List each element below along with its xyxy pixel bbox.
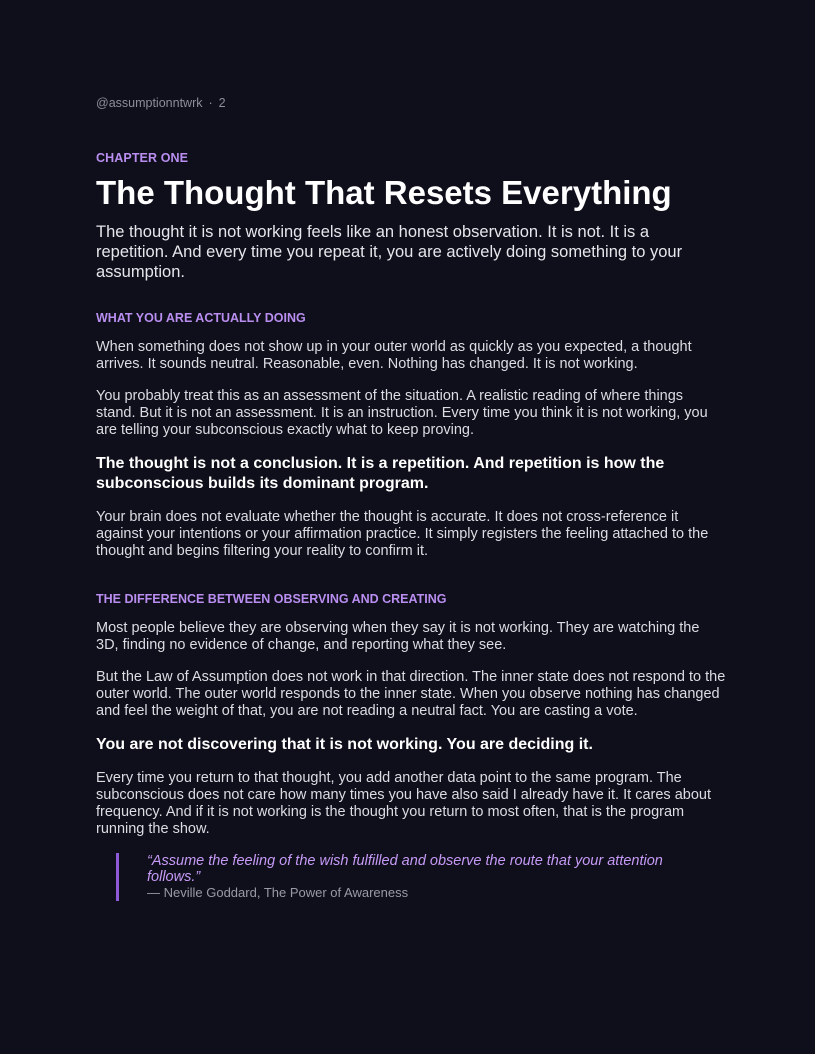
quote-text: “Assume the feeling of the wish fulfilled and observe the route that your attention follows.” bbox=[147, 853, 663, 885]
emphasis-statement: You are not discovering that it is not working. You are deciding it. bbox=[96, 736, 593, 753]
page-header bbox=[96, 96, 226, 110]
section-heading-observing-creating: THE DIFFERENCE BETWEEN OBSERVING AND CREATING bbox=[96, 592, 447, 606]
blockquote bbox=[116, 853, 726, 901]
paragraph: Every time you return to that thought, you add another data point to the same program. The subconscious does not care how many times you have also said I already have it. It cares about frequency. And if it is not working is the thought you return to most often, that is the program running the show. bbox=[96, 770, 711, 837]
paragraph: Most people believe they are observing when they say it is not working. They are watching the 3D, finding no evidence of change, and reporting what they see. bbox=[96, 620, 700, 653]
paragraph: Your brain does not evaluate whether the thought is accurate. It does not cross-reference it against your intentions or your affirmation practice. It simply registers the feeling attached to the thought and begins filtering your reality to confirm it. bbox=[96, 509, 709, 559]
paragraph: You probably treat this as an assessment of the situation. A realistic reading of where things stand. But it is not an assessment. It is an instruction. Every time you think it is not working, you are telling your subconscious exactly what to keep proving. bbox=[96, 388, 708, 438]
emphasis-statement: The thought is not a conclusion. It is a repetition. And repetition is how the subconscious builds its dominant program. bbox=[96, 455, 665, 492]
quote-attribution: — Neville Goddard, The Power of Awareness bbox=[147, 885, 409, 900]
author-handle: @assumptionntwrk bbox=[96, 96, 203, 110]
chapter-body bbox=[96, 222, 726, 901]
header-separator: · bbox=[208, 96, 213, 110]
lead-paragraph: The thought it is not working feels like an honest observation. It is not. It is a repetition. And every time you repeat it, you are actively doing something to your assumption. bbox=[96, 223, 683, 281]
chapter-label: CHAPTER ONE bbox=[96, 151, 189, 165]
page-number: 2 bbox=[218, 96, 226, 110]
section-heading-actually-doing: WHAT YOU ARE ACTUALLY DOING bbox=[96, 311, 306, 325]
paragraph: But the Law of Assumption does not work in that direction. The inner state does not respond to the outer world. The outer world responds to the inner state. When you observe nothing has changed and feel the weight of that, you are not reading a neutral fact. You are casting a vote. bbox=[96, 669, 726, 719]
chapter-title: The Thought That Resets Everything bbox=[96, 174, 672, 211]
paragraph: When something does not show up in your outer world as quickly as you expected, a thought arrives. It sounds neutral. Reasonable, even. Nothing has changed. It is not working. bbox=[96, 339, 692, 372]
